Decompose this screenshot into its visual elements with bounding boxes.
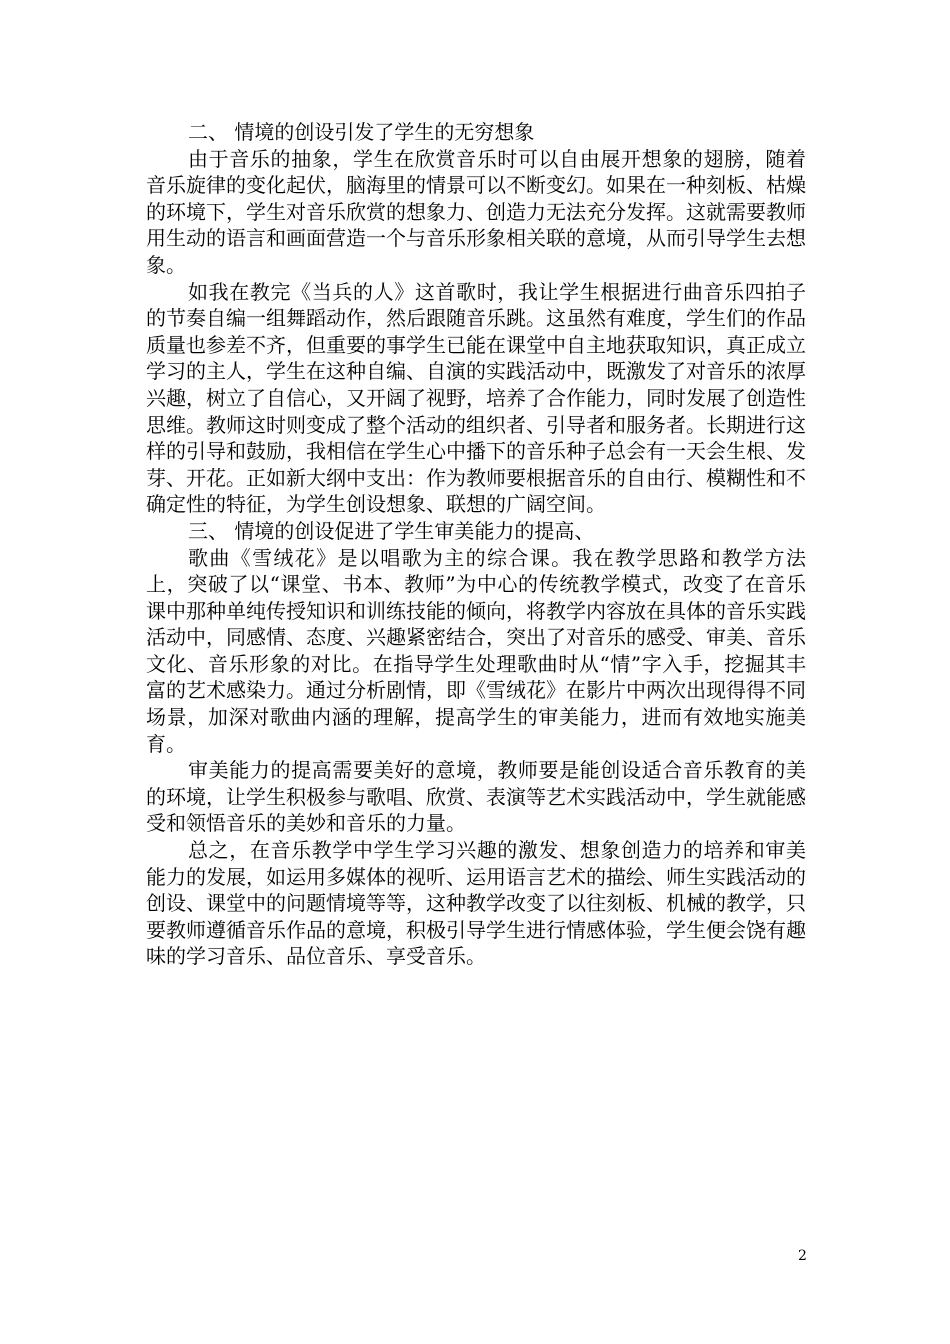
paragraph-example-song: 如我在教完《当兵的人》这首歌时，我让学生根据进行曲音乐四拍子的节奏自编一组舞蹈动作，然后跟随音乐跳。这虽然有难度，学生们的作品质量也参差不齐，但重要的事学生已能在课堂中自主地获取知识，真正成立学习的主人，学生在这种自编、自演的实践活动中，既激发了对音乐的浓厚兴趣，树立了自信心，又开阔了视野，培养了合作能力，同时发展了创造性思维。教师这时则变成了整个活动的组织者、引导者和服务者。长期进行这样的引导和鼓励，我相信在学生心中播下的音乐种子总会有一天会生根、发芽、开花。正如新大纲中支出：作为教师要根据音乐的自由行、模糊性和不确定性的特征，为学生创设想象、联想的广阔空间。: [146, 279, 806, 517]
paragraph-edelweiss: 歌曲《雪绒花》是以唱歌为主的综合课。我在教学思路和教学方法上，突破了以“课堂、书本、教师”为中心的传统教学模式，改变了在音乐课中那种单纯传授知识和训练技能的倾向，将教学内容放在具体的音乐实践活动中，同感情、态度、兴趣紧密结合，突出了对音乐的感受、审美、音乐文化、音乐形象的对比。在指导学生处理歌曲时从“情”字入手，挖掘其丰富的艺术感染力。通过分析剧情，即《雪绒花》在影片中两次出现得得不同场景，加深对歌曲内涵的理解，提高学生的审美能力，进而有效地实施美育。: [146, 545, 806, 756]
section-heading-3: 三、 情境的创设促进了学生审美能力的提高、: [188, 518, 595, 543]
section-heading-2: 二、 情境的创设引发了学生的无穷想象: [188, 120, 535, 144]
page-number: 2: [798, 1248, 807, 1264]
paragraph-conclusion: 总之，在音乐教学中学生学习兴趣的激发、想象创造力的培养和审美能力的发展，如运用多媒体的视听、运用语言艺术的描绘、师生实践活动的创设、课堂中的问题情境等等，这种教学改变了以往刻板、机械的教学，只要教师遵循音乐作品的意境，积极引导学生进行情感体验，学生便会饶有趣味的学习音乐、品位音乐、享受音乐。: [146, 838, 806, 969]
paragraph-aesthetic: 审美能力的提高需要美好的意境，教师要是能创设适合音乐教育的美的环境，让学生积极参与歌唱、欣赏、表演等艺术实践活动中，学生就能感受和领悟音乐的美妙和音乐的力量。: [146, 758, 806, 836]
paragraph-imagination: 由于音乐的抽象，学生在欣赏音乐时可以自由展开想象的翅膀，随着音乐旋律的变化起伏，脑海里的情景可以不断变幻。如果在一种刻板、枯燥的环境下，学生对音乐欣赏的想象力、创造力无法充分发挥。这就需要教师用生动的语言和画面营造一个与音乐形象相关联的意境，从而引导学生去想象。: [146, 146, 806, 277]
document-body: [146, 119, 806, 970]
